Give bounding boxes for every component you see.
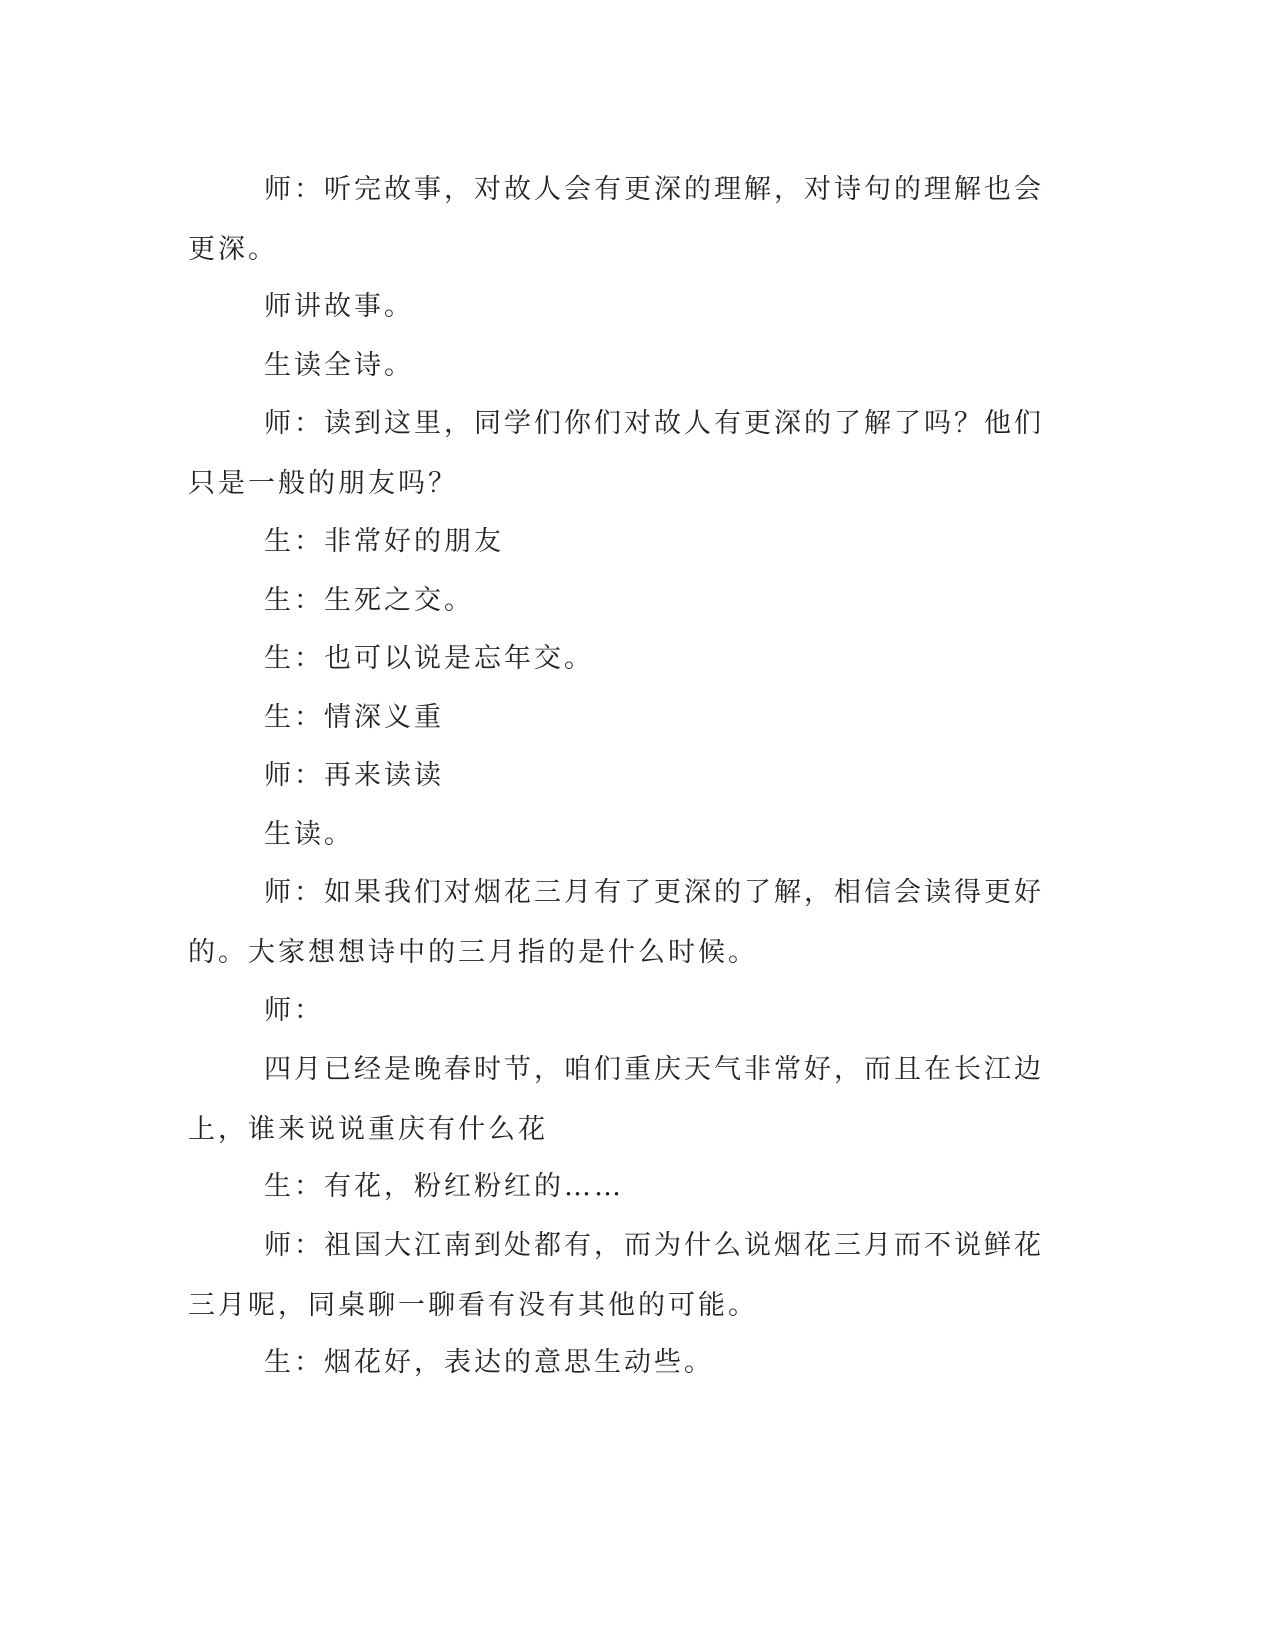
paragraph-student-yanhua-vivid: 生：烟花好，表达的意思生动些。: [264, 1347, 714, 1378]
paragraph-april-chongqing: 四月已经是晚春时节，咱们重庆天气非常好，而且在长江边上，谁来说说重庆有什么花: [188, 1054, 1044, 1145]
paragraph-student-flowers: 生：有花，粉红粉红的……: [264, 1171, 624, 1202]
paragraph-teacher-story-intro: 师：听完故事，对故人会有更深的理解，对诗句的理解也会更深。: [188, 174, 1044, 265]
paragraph-teacher-march-question: 师：如果我们对烟花三月有了更深的了解，相信会读得更好的。大家想想诗中的三月指的是什么时候。: [188, 877, 1044, 968]
paragraph-students-read: 生读。: [264, 819, 354, 850]
paragraph-student-answer-1: 生：非常好的朋友: [264, 526, 504, 557]
paragraph-teacher-why-yanhua: 师：祖国大江南到处都有，而为什么说烟花三月而不说鲜花三月呢，同桌聊一聊看有没有其他的可能。: [188, 1230, 1044, 1321]
paragraph-student-answer-3: 生：也可以说是忘年交。: [264, 643, 594, 674]
paragraph-teacher-read-again: 师：再来读读: [264, 760, 444, 791]
paragraph-students-read-poem: 生读全诗。: [264, 350, 414, 381]
paragraph-student-answer-2: 生：生死之交。: [264, 585, 474, 616]
paragraph-student-answer-4: 生：情深义重: [264, 702, 444, 733]
paragraph-teacher-tells-story: 师讲故事。: [264, 291, 414, 322]
paragraph-teacher-label: 师：: [264, 995, 324, 1026]
paragraph-teacher-question-friends: 师：读到这里，同学们你们对故人有更深的了解了吗？他们只是一般的朋友吗？: [188, 408, 1044, 499]
